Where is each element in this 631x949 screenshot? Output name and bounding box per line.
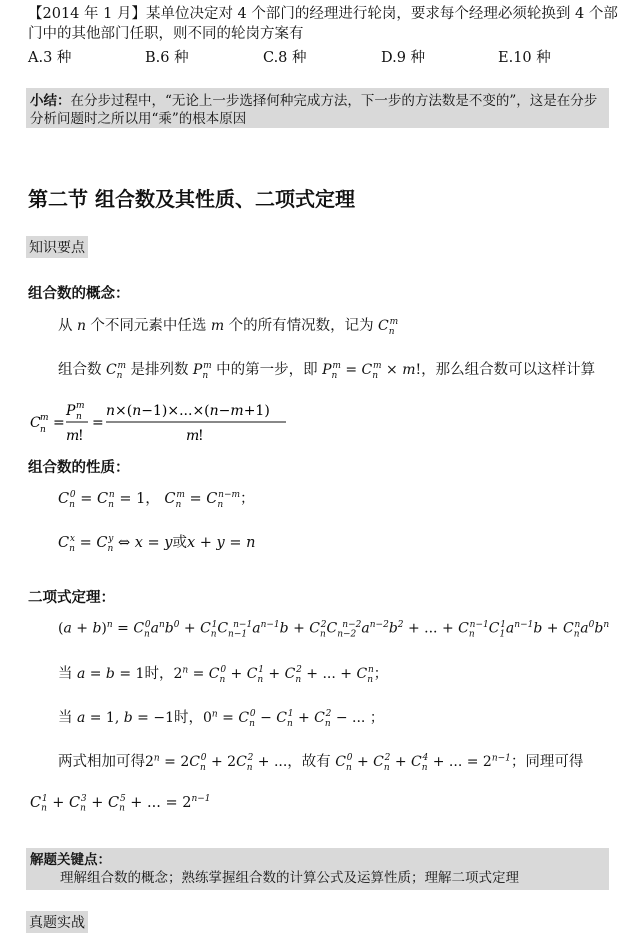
svg-text:m: m xyxy=(186,428,200,444)
knowledge-tag: 知识要点 xyxy=(26,236,88,258)
formula-p-n-m: $P_n^m$ xyxy=(188,361,212,381)
concept-text: 从 xyxy=(58,318,73,334)
option-e: E.10 种 xyxy=(498,50,551,66)
concept-heading: 组合数的概念： xyxy=(28,285,130,302)
formula-even-sum: $C_n^0 + C_n^2 + C_n^4$ + ... = $2^{n-1}$ xyxy=(330,753,511,773)
properties-heading: 组合数的性质： xyxy=(28,459,130,476)
formula-a-1-b-neg1: a = 1, b = −1 xyxy=(72,710,174,726)
concept-text: 个的所有情况数，记为 xyxy=(228,318,374,334)
option-a: A.3 种 xyxy=(28,50,72,66)
binomial-text: 当 xyxy=(58,710,73,726)
combination-formula xyxy=(28,398,298,452)
binomial-text: 时， xyxy=(174,710,203,726)
formula-alternating-sum: $0^n = C_n^0 - C_n^1 + C_n^2$ − ... ； xyxy=(203,709,384,729)
svg-text:n: n xyxy=(76,412,82,422)
concept-text: ，那么组合数可以这样计算 xyxy=(421,362,596,378)
concept-line-1 xyxy=(58,314,398,337)
practice-tag: 真题实战 xyxy=(26,911,88,933)
summary-label: 小结： xyxy=(30,93,71,109)
svg-text:=: = xyxy=(92,415,104,431)
binomial-case-2 xyxy=(58,706,384,729)
binomial-sum-line xyxy=(58,750,583,773)
concept-text: 是排列数 xyxy=(130,362,189,378)
formula-c-n-m: $C_n^m$ xyxy=(101,361,127,381)
option-c: C.8 种 xyxy=(263,50,307,66)
property-formula-1: $C_n^0 = C_n^n = 1$， $C_n^m = C_n^{n-m}$； xyxy=(58,490,255,510)
svg-text:=: = xyxy=(53,415,65,431)
key-points-box xyxy=(26,848,609,890)
option-d: D.9 种 xyxy=(381,50,426,66)
formula-double-even: $2^n = 2C_n^0 + 2C_n^2$ + ... xyxy=(145,753,288,773)
concept-text: 中的第一步，即 xyxy=(216,362,318,378)
key-points-label: 解题关键点： xyxy=(30,852,111,868)
formula-a-b-1: a = b = 1 xyxy=(72,666,145,682)
svg-text:!: ! xyxy=(78,428,84,444)
concept-line-2 xyxy=(58,358,595,381)
binomial-expansion-formula: $(a + b)^n = C_n^0a^nb^0 + C_n^1C_{n-1}^{n-1}a^{n-1}b + C_n^2C_{n-2}^{n-2}a^{n-2}b^2$ + ... + $C_n^{n-1}C_1^1a^{n-1}b + C_n^na^0b^n$ xyxy=(58,620,610,640)
binomial-text: 时， xyxy=(144,666,174,682)
concept-text: 个不同元素中任选 xyxy=(90,318,207,334)
svg-text:m: m xyxy=(76,401,85,411)
svg-text:C: C xyxy=(30,415,41,431)
option-b: B.6 种 xyxy=(145,50,189,66)
svg-text:!: ! xyxy=(198,428,204,444)
svg-text:n: n xyxy=(40,425,46,435)
svg-text:m: m xyxy=(66,428,80,444)
formula-p-equals-c-times-m-factorial: $P_n^m = C_n^m \times m$! xyxy=(317,361,422,381)
formula-n: n xyxy=(72,318,91,334)
section-title: 第二节 组合数及其性质、二项式定理 xyxy=(28,187,355,211)
svg-text:P: P xyxy=(66,403,76,419)
binomial-text: ，故有 xyxy=(287,754,331,770)
formula-sum-2n: $2^n = C_n^0 + C_n^1 + C_n^2$ + ... + $C_n^n$； xyxy=(173,665,388,685)
formula-m: m xyxy=(206,318,229,334)
formula-odd-sum: $C_n^1 + C_n^3 + C_n^5$ + ... = $2^{n-1}$ xyxy=(30,794,211,814)
svg-text:n×(n−1)×...×(n−m+1): n×(n−1)×...×(n−m+1) xyxy=(106,403,270,419)
property-formula-2: $C_n^x = C_n^y$ ⇔ x = y或x + y = n xyxy=(58,534,256,554)
summary-text: 在分步过程中，“无论上一步选择何种完成方法，下一步的方法数是不变的”，这是在分步分析问题时之所以用“乘”的根本原因 xyxy=(30,93,598,127)
or-word: 或 xyxy=(172,535,187,551)
binomial-text: 当 xyxy=(58,666,73,682)
formula-c-n-m: $C_n^m$ xyxy=(373,317,399,337)
binomial-text: ；同理可得 xyxy=(510,754,584,770)
binomial-heading: 二项式定理： xyxy=(28,589,115,606)
concept-text: 组合数 xyxy=(58,362,102,378)
binomial-text: 两式相加可得 xyxy=(58,754,145,770)
svg-text:m: m xyxy=(40,413,49,423)
summary-box xyxy=(26,88,609,128)
binomial-case-1 xyxy=(58,662,388,685)
question-text: 【2014 年 1 月】某单位决定对 4 个部门的经理进行轮岗，要求每个经理必须轮换到 4 个部门中的其他部门任职，则不同的轮岗方案有 xyxy=(28,6,618,42)
combination-formula-svg xyxy=(28,398,298,448)
key-points-text: 理解组合数的概念；熟练掌握组合数的计算公式及运算性质；理解二项式定理 xyxy=(60,870,519,886)
